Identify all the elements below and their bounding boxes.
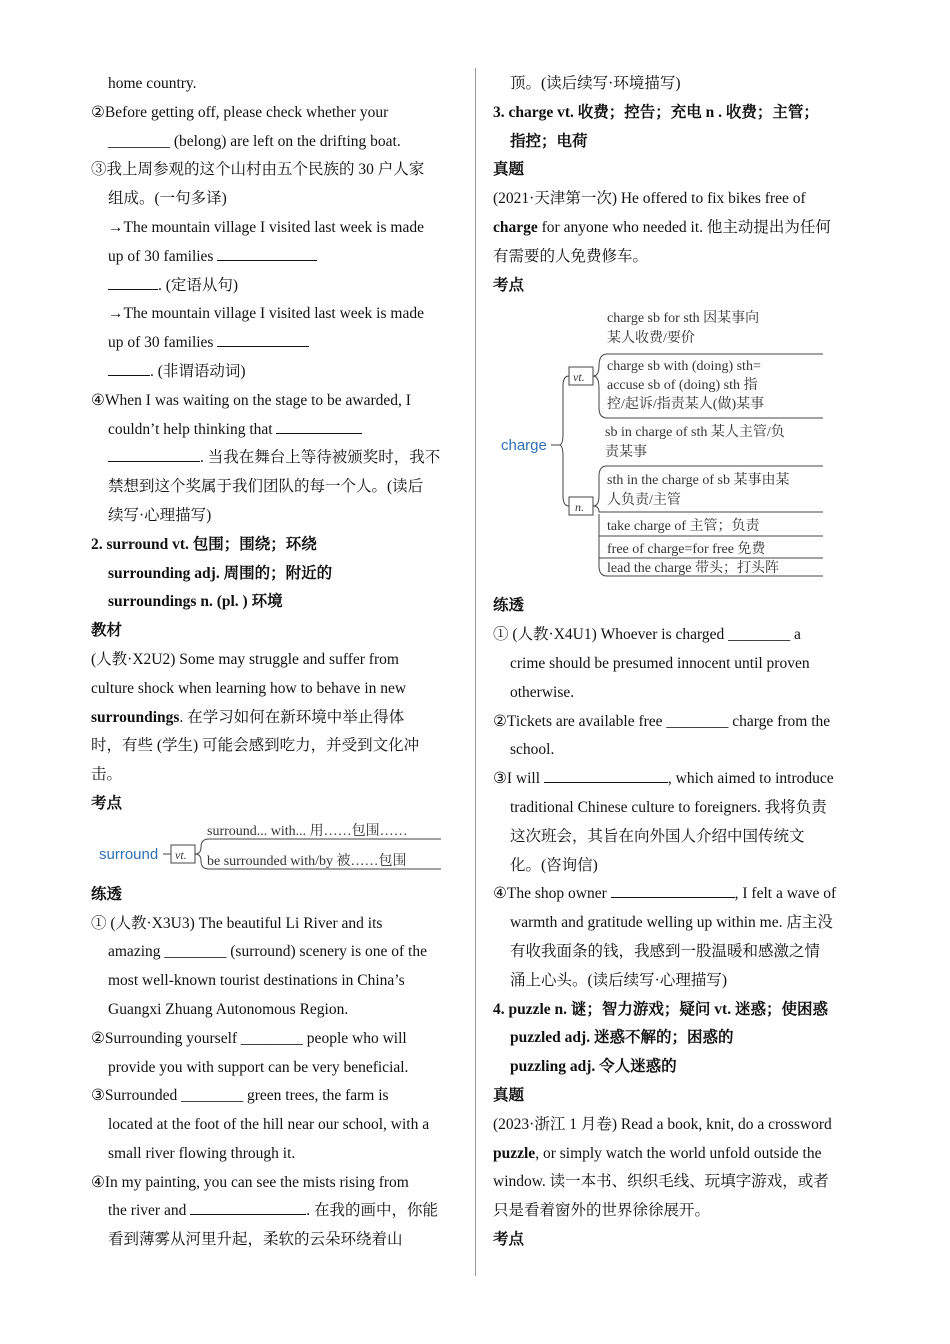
- text-line: ________ (belong) are left on the drifting boat.: [108, 132, 401, 150]
- text-line: [493, 1140, 860, 1169]
- answer-blank[interactable]: [217, 345, 309, 347]
- answer-blank[interactable]: [217, 259, 317, 261]
- keyword: puzzle: [493, 1144, 536, 1162]
- answer-blank[interactable]: [611, 896, 735, 898]
- text-line: 只是看着窗外的世界徐徐展开。: [493, 1202, 711, 1220]
- text: . 在我的画中，你能: [306, 1202, 438, 1220]
- text: . (非谓语动词): [150, 362, 246, 380]
- text-line: home country.: [108, 75, 197, 92]
- text-line: 涌上心头。(读后续写·心理描写): [510, 971, 727, 989]
- exercise-item: ②Surrounding yourself ________ people who will: [91, 1029, 407, 1047]
- text: couldn’t help thinking that: [108, 420, 273, 438]
- text-line: 这次班会，其旨在向外国人介绍中国传统文: [510, 827, 805, 845]
- keyword: surroundings: [91, 708, 180, 726]
- text-line: otherwise.: [510, 683, 575, 701]
- text-line: [91, 358, 458, 387]
- text-line: [493, 214, 860, 243]
- exercise-item: [493, 880, 860, 909]
- mindmap-branch: 控/起诉/指责某人(做)某事: [607, 397, 765, 413]
- text-line: 时，有些 (学生) 可能会感到吃力，并受到文化冲: [91, 737, 420, 755]
- section-label: 教材: [91, 622, 123, 640]
- mindmap-branch: 某人收费/要价: [607, 331, 695, 347]
- text-line: [91, 444, 458, 473]
- text-line: [91, 329, 458, 358]
- surround-mindmap: [91, 823, 458, 875]
- word-heading: surrounding adj. 周围的；附近的: [108, 564, 333, 582]
- section-label: 练透: [493, 597, 525, 615]
- text-line: (人教·X2U2) Some may struggle and suffer from: [91, 650, 399, 668]
- text: , I felt a wave of: [734, 885, 837, 903]
- text-line: provide you with support can be very beneficial.: [108, 1058, 409, 1076]
- text-line: (2023·浙江 1 月卷) Read a book, knit, do a crossword: [493, 1115, 832, 1133]
- word-heading: 4. puzzle n. 谜；智力游戏；疑问 vt. 迷惑；使困惑: [493, 1000, 828, 1018]
- text-line: small river flowing through it.: [108, 1144, 296, 1162]
- exercise-item: ④When I was waiting on the stage to be awarded, I: [91, 391, 411, 409]
- text: . 在学习如何在新环境中举止得体: [179, 708, 405, 726]
- mindmap-branch: accuse sb of (doing) sth 指: [607, 378, 758, 394]
- word-heading: puzzled adj. 迷惑不解的；困惑的: [510, 1029, 734, 1047]
- pos-label: n.: [575, 500, 584, 515]
- mindmap-branch: 人负责/主管: [607, 493, 681, 509]
- answer-blank[interactable]: [108, 460, 200, 462]
- word-heading: 2. surround vt. 包围；围绕；环绕: [91, 535, 317, 553]
- mindmap-branch: sth in the charge of sb 某事由某: [607, 473, 790, 489]
- exercise-item: ②Before getting off, please check whether your: [91, 103, 389, 121]
- text-line: window. 读一本书、织织毛线、玩填字游戏，或者: [493, 1173, 829, 1191]
- text-line: 击。: [91, 766, 123, 784]
- text-line: crime should be presumed innocent until proven: [510, 654, 810, 672]
- text: , which aimed to introduce: [667, 770, 834, 788]
- word-heading: surroundings n. (pl. ) 环境: [108, 593, 283, 611]
- mindmap-branch: charge sb for sth 因某事向: [607, 311, 760, 327]
- text: , or simply watch the world unfold outside the: [535, 1144, 822, 1162]
- mindmap-root: surround: [99, 845, 159, 863]
- section-label: 考点: [493, 1230, 525, 1248]
- mindmap-branch: 责某事: [605, 445, 647, 461]
- mindmap-branch: charge sb with (doing) sth=: [607, 359, 761, 375]
- section-label: 练透: [91, 885, 123, 903]
- exercise-item: ③我上周参观的这个山村由五个民族的 30 户人家: [91, 161, 425, 179]
- text-line: 顶。(读后续写·环境描写): [510, 75, 681, 92]
- text-line: warmth and gratitude welling up within me. 店主没: [510, 914, 833, 932]
- text-line: [91, 416, 458, 445]
- text: ④The shop owner: [493, 885, 607, 903]
- text-line: 禁想到这个奖属于我们团队的每一个人。(读后: [108, 478, 424, 496]
- text-line: →The mountain village I visited last week is made: [108, 218, 424, 236]
- mindmap-branch: take charge of 主管；负责: [607, 519, 760, 535]
- text-line: 化。(咨询信): [510, 856, 598, 874]
- mindmap-svg: [91, 823, 441, 875]
- exercise-item: ③Surrounded ________ green trees, the farm is: [91, 1087, 389, 1105]
- pos-label: vt.: [573, 370, 585, 385]
- text: up of 30 families: [108, 247, 214, 265]
- text-line: traditional Chinese culture to foreigners. 我将负责: [510, 798, 827, 816]
- text: up of 30 families: [108, 334, 214, 352]
- text: . 当我在舞台上等待被颁奖时，我不: [200, 449, 441, 467]
- word-heading: 3. charge vt. 收费；控告；充电 n . 收费；主管；: [493, 103, 819, 121]
- text-line: [91, 704, 458, 733]
- text-line: Guangxi Zhuang Autonomous Region.: [108, 1000, 349, 1018]
- text-line: culture shock when learning how to behave in new: [91, 679, 407, 697]
- text-line: →The mountain village I visited last week is made: [108, 305, 424, 323]
- text-line: [91, 272, 458, 301]
- text-line: 续写·心理描写): [108, 506, 212, 524]
- section-label: 考点: [91, 794, 123, 812]
- charge-mindmap: [493, 304, 860, 586]
- right-column: [493, 70, 860, 1255]
- column-divider: [475, 68, 476, 1276]
- exercise-item: ④In my painting, you can see the mists rising from: [91, 1173, 409, 1191]
- mindmap-branch: surround... with... 用……包围……: [207, 823, 408, 839]
- mindmap-branch: lead the charge 带头；打头阵: [607, 561, 779, 577]
- answer-blank[interactable]: [108, 374, 150, 376]
- section-label: 真题: [493, 1086, 525, 1104]
- section-label: 真题: [493, 161, 525, 179]
- text-line: [91, 1197, 458, 1226]
- exercise-item: [493, 765, 860, 794]
- text-line: located at the foot of the hill near our school, with a: [108, 1116, 430, 1134]
- word-heading: puzzling adj. 令人迷惑的: [510, 1058, 677, 1076]
- text-line: school.: [510, 741, 555, 759]
- mindmap-branch: free of charge=for free 免费: [607, 542, 766, 558]
- text-line: 组成。(一句多译): [108, 190, 227, 208]
- mindmap-root: charge: [501, 437, 547, 455]
- exercise-item: ① (人教·X3U3) The beautiful Li River and its: [91, 914, 383, 932]
- text-line: 有需要的人免费修车。: [493, 247, 649, 265]
- mindmap-svg: [493, 304, 833, 586]
- answer-blank[interactable]: [108, 288, 158, 290]
- answer-blank[interactable]: [276, 432, 362, 434]
- text: ③I will: [493, 770, 541, 788]
- keyword: charge: [493, 218, 538, 236]
- text-line: [91, 243, 458, 272]
- text-line: 有收我面条的钱，我感到一股温暖和感激之情: [510, 942, 821, 960]
- text: the river and: [108, 1202, 187, 1220]
- answer-blank[interactable]: [190, 1213, 306, 1215]
- text-line: amazing ________ (surround) scenery is one of the: [108, 943, 427, 961]
- word-heading: 指控；电荷: [510, 132, 588, 150]
- mindmap-branch: be surrounded with/by 被……包围: [207, 853, 407, 869]
- text: for anyone who needed it. 他主动提出为任何: [537, 218, 831, 236]
- text-line: (2021·天津第一次) He offered to fix bikes free of: [493, 190, 806, 208]
- exercise-item: ②Tickets are available free ________ charge from the: [493, 712, 831, 730]
- text: . (定语从句): [158, 276, 239, 294]
- pos-label: vt.: [175, 847, 187, 862]
- mindmap-branch: sb in charge of sth 某人主管/负: [605, 425, 785, 441]
- exercise-item: ① (人教·X4U1) Whoever is charged ________ a: [493, 626, 801, 644]
- section-label: 考点: [493, 276, 525, 294]
- answer-blank[interactable]: [544, 781, 668, 783]
- left-column: [91, 70, 458, 1255]
- text-line: most well-known tourist destinations in China’s: [108, 972, 405, 990]
- text-line: 看到薄雾从河里升起，柔软的云朵环绕着山: [108, 1231, 403, 1249]
